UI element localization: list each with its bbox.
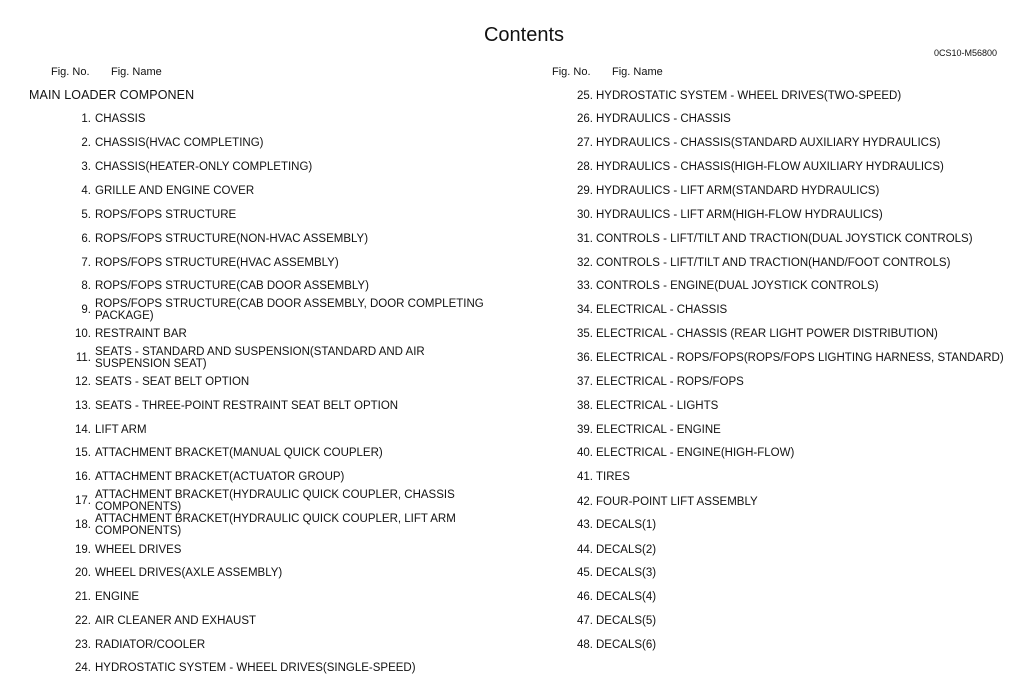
entry-name: HYDRAULICS - CHASSIS(STANDARD AUXILIARY HYDRAULICS) xyxy=(596,137,941,149)
entry-name: ATTACHMENT BRACKET(MANUAL QUICK COUPLER) xyxy=(95,447,383,459)
entry-number: 47. xyxy=(577,615,593,627)
entry-number: 30. xyxy=(577,209,593,221)
entry-name: CHASSIS xyxy=(95,113,146,125)
entry-name: DECALS(3) xyxy=(596,567,657,579)
entry-number: 39. xyxy=(577,424,593,436)
entry-number: 19. xyxy=(75,544,91,556)
entry-number: 24. xyxy=(75,662,91,674)
entry-name: ELECTRICAL - ENGINE xyxy=(596,424,721,436)
entry-number: 43. xyxy=(577,519,593,531)
entry-number: 14. xyxy=(75,424,91,436)
entry-name: CHASSIS(HEATER-ONLY COMPLETING) xyxy=(95,161,313,173)
entry-name: CONTROLS - LIFT/TILT AND TRACTION(HAND/FOOT CONTROLS) xyxy=(596,257,951,269)
entry-name: ELECTRICAL - ENGINE(HIGH-FLOW) xyxy=(596,447,795,459)
entry-number: 17. xyxy=(75,495,91,507)
entry-number: 38. xyxy=(577,400,593,412)
entry-name: CONTROLS - LIFT/TILT AND TRACTION(DUAL JOYSTICK CONTROLS) xyxy=(596,233,973,245)
entry-name: DECALS(6) xyxy=(596,639,657,651)
entry-name: FOUR-POINT LIFT ASSEMBLY xyxy=(596,496,758,508)
entry-name: GRILLE AND ENGINE COVER xyxy=(95,185,255,197)
entry-name: HYDRAULICS - LIFT ARM(STANDARD HYDRAULICS) xyxy=(596,185,880,197)
entry-name: ROPS/FOPS STRUCTURE(CAB DOOR ASSEMBLY) xyxy=(95,280,369,292)
entry-number: 18. xyxy=(75,519,91,531)
entry-name: DECALS(5) xyxy=(596,615,657,627)
section-heading: MAIN LOADER COMPONEN xyxy=(29,88,195,102)
entry-name: TIRES xyxy=(596,471,630,483)
entry-number: 1. xyxy=(81,113,91,125)
entry-number: 28. xyxy=(577,161,593,173)
entry-name: RADIATOR/COOLER xyxy=(95,639,206,651)
left-fig-no-header: Fig. No. xyxy=(51,66,90,78)
entry-name: ROPS/FOPS STRUCTURE xyxy=(95,209,237,221)
entry-number: 32. xyxy=(577,257,593,269)
entry-number: 5. xyxy=(81,209,91,221)
entry-number: 48. xyxy=(577,639,593,651)
entry-name: ATTACHMENT BRACKET(HYDRAULIC QUICK COUPLER, LIFT ARM COMPONENTS) xyxy=(95,513,456,537)
entry-name: ROPS/FOPS STRUCTURE(HVAC ASSEMBLY) xyxy=(95,257,339,269)
entry-number: 13. xyxy=(75,400,91,412)
entry-name: WHEEL DRIVES xyxy=(95,544,182,556)
entry-number: 4. xyxy=(81,185,91,197)
entry-name: ELECTRICAL - CHASSIS (REAR LIGHT POWER DISTRIBUTION) xyxy=(596,328,938,340)
entry-number: 42. xyxy=(577,496,593,508)
entry-name: WHEEL DRIVES(AXLE ASSEMBLY) xyxy=(95,567,283,579)
entry-name: HYDRAULICS - CHASSIS(HIGH-FLOW AUXILIARY HYDRAULICS) xyxy=(596,161,944,173)
entry-number: 46. xyxy=(577,591,593,603)
entry-name: ELECTRICAL - ROPS/FOPS(ROPS/FOPS LIGHTING HARNESS, STANDARD) xyxy=(596,352,1004,364)
entry-number: 40. xyxy=(577,447,593,459)
entry-name: RESTRAINT BAR xyxy=(95,328,187,340)
entry-number: 9. xyxy=(81,304,91,316)
entry-number: 3. xyxy=(81,161,91,173)
entry-number: 29. xyxy=(577,185,593,197)
entry-number: 36. xyxy=(577,352,593,364)
entry-name: SEATS - THREE-POINT RESTRAINT SEAT BELT OPTION xyxy=(95,400,399,412)
entry-name: ELECTRICAL - LIGHTS xyxy=(596,400,719,412)
entry-number: 20. xyxy=(75,567,91,579)
entry-number: 33. xyxy=(577,280,593,292)
entry-name: ELECTRICAL - CHASSIS xyxy=(596,304,728,316)
entry-number: 15. xyxy=(75,447,91,459)
entry-number: 44. xyxy=(577,544,593,556)
entry-name: LIFT ARM xyxy=(95,424,147,436)
entry-number: 34. xyxy=(577,304,593,316)
entry-number: 23. xyxy=(75,639,91,651)
right-fig-no-header: Fig. No. xyxy=(552,66,591,78)
entry-name: HYDRAULICS - CHASSIS xyxy=(596,113,731,125)
entry-name: ROPS/FOPS STRUCTURE(NON-HVAC ASSEMBLY) xyxy=(95,233,369,245)
entry-name: SEATS - STANDARD AND SUSPENSION(STANDARD AND AIR SUSPENSION SEAT) xyxy=(95,346,425,370)
left-fig-name-header: Fig. Name xyxy=(111,66,162,78)
entry-name: ROPS/FOPS STRUCTURE(CAB DOOR ASSEMBLY, DOOR COMPLETING PACKAGE) xyxy=(95,298,484,322)
entry-number: 11. xyxy=(75,352,91,364)
entry-number: 6. xyxy=(81,233,91,245)
entry-number: 26. xyxy=(577,113,593,125)
entry-number: 16. xyxy=(75,471,91,483)
entry-number: 37. xyxy=(577,376,593,388)
entry-name: AIR CLEANER AND EXHAUST xyxy=(95,615,257,627)
entry-number: 22. xyxy=(75,615,91,627)
entry-name: SEATS - SEAT BELT OPTION xyxy=(95,376,250,388)
entry-number: 27. xyxy=(577,137,593,149)
right-fig-name-header: Fig. Name xyxy=(612,66,663,78)
entry-name: ELECTRICAL - ROPS/FOPS xyxy=(596,376,744,388)
entry-name: DECALS(2) xyxy=(596,544,657,556)
entry-name: HYDROSTATIC SYSTEM - WHEEL DRIVES(TWO-SPEED) xyxy=(596,90,902,102)
entry-number: 10. xyxy=(75,328,91,340)
entry-number: 21. xyxy=(75,591,91,603)
entry-number: 7. xyxy=(81,257,91,269)
entry-name: HYDRAULICS - LIFT ARM(HIGH-FLOW HYDRAULICS) xyxy=(596,209,883,221)
page-title: Contents xyxy=(483,24,565,46)
entry-name: ENGINE xyxy=(95,591,140,603)
entry-number: 45. xyxy=(577,567,593,579)
entry-number: 41. xyxy=(577,471,593,483)
entry-name: DECALS(4) xyxy=(596,591,657,603)
document-code: 0CS10-M56800 xyxy=(933,48,997,58)
entry-number: 31. xyxy=(577,233,593,245)
entry-number: 25. xyxy=(577,90,593,102)
entry-name: ATTACHMENT BRACKET(HYDRAULIC QUICK COUPLER, CHASSIS COMPONENTS) xyxy=(95,489,455,513)
entry-name: HYDROSTATIC SYSTEM - WHEEL DRIVES(SINGLE-SPEED) xyxy=(95,662,416,674)
entry-name: CHASSIS(HVAC COMPLETING) xyxy=(95,137,264,149)
entry-name: ATTACHMENT BRACKET(ACTUATOR GROUP) xyxy=(95,471,345,483)
entry-number: 35. xyxy=(577,328,593,340)
entry-name: DECALS(1) xyxy=(596,519,657,531)
entry-number: 8. xyxy=(81,280,91,292)
entry-number: 2. xyxy=(81,137,91,149)
entry-name: CONTROLS - ENGINE(DUAL JOYSTICK CONTROLS) xyxy=(596,280,879,292)
entry-number: 12. xyxy=(75,376,91,388)
